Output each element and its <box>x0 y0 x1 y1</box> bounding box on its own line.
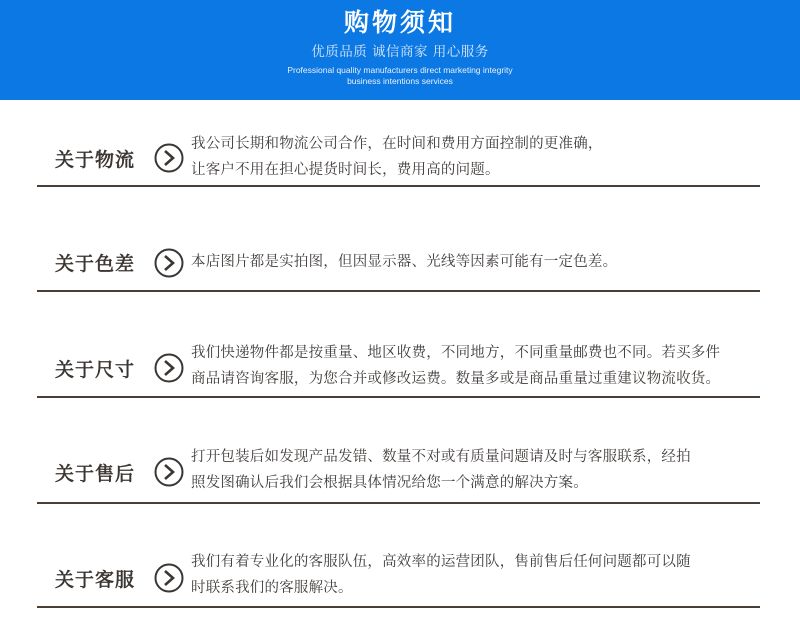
section-title: 关于尺寸 <box>55 359 136 381</box>
header-subtitle: 优质品质 诚信商家 用心服务 <box>311 44 489 60</box>
header-banner <box>0 0 800 100</box>
header-english-line-2: business intentions services <box>347 76 453 86</box>
section-title: 关于物流 <box>55 149 136 171</box>
section-text <box>191 249 761 275</box>
section-text <box>191 549 761 601</box>
circle-arrow-right-icon <box>153 352 185 384</box>
page-title: 购物须知 <box>343 8 456 37</box>
section-title: 关于客服 <box>55 569 136 591</box>
section-size <box>37 337 760 398</box>
section-text <box>191 131 761 183</box>
section-color-difference <box>37 240 760 292</box>
section-text-line: 照发图确认后我们会根据具体情况给您一个满意的解决方案。 <box>191 475 588 491</box>
circle-arrow-right-icon <box>153 142 185 174</box>
section-text <box>191 340 761 392</box>
section-text-line: 本店图片都是实拍图，但因显示器、光线等因素可能有一定色差。 <box>191 254 618 270</box>
section-text-line: 我公司长期和物流公司合作，在时间和费用方面控制的更准确， <box>191 136 603 152</box>
section-text-line: 我们快递物件都是按重量、地区收费，不同地方，不同重量邮费也不同。若买多件 <box>191 345 721 361</box>
section-title: 关于售后 <box>55 463 136 485</box>
section-text-line: 商品请咨询客服，为您合并或修改运费。数量多或是商品重量过重建议物流收货。 <box>191 371 721 387</box>
circle-arrow-right-icon <box>153 247 185 279</box>
section-text-line: 让客户不用在担心提货时间长，费用高的问题。 <box>191 162 500 178</box>
circle-arrow-right-icon <box>153 562 185 594</box>
section-title: 关于色差 <box>55 253 136 275</box>
section-text-line: 时联系我们的客服解决。 <box>191 580 353 596</box>
section-after-sales <box>37 440 760 504</box>
section-text-line: 我们有着专业化的客服队伍，高效率的运营团队，售前售后任何问题都可以随 <box>191 554 691 570</box>
section-text-line: 打开包装后如发现产品发错、数量不对或有质量问题请及时与客服联系，经拍 <box>191 449 691 465</box>
section-text <box>191 444 761 496</box>
section-logistics <box>37 129 760 187</box>
header-english-line-1: Professional quality manufacturers direct marketing integrity <box>287 65 513 75</box>
section-customer-service <box>37 549 760 608</box>
circle-arrow-right-icon <box>153 456 185 488</box>
